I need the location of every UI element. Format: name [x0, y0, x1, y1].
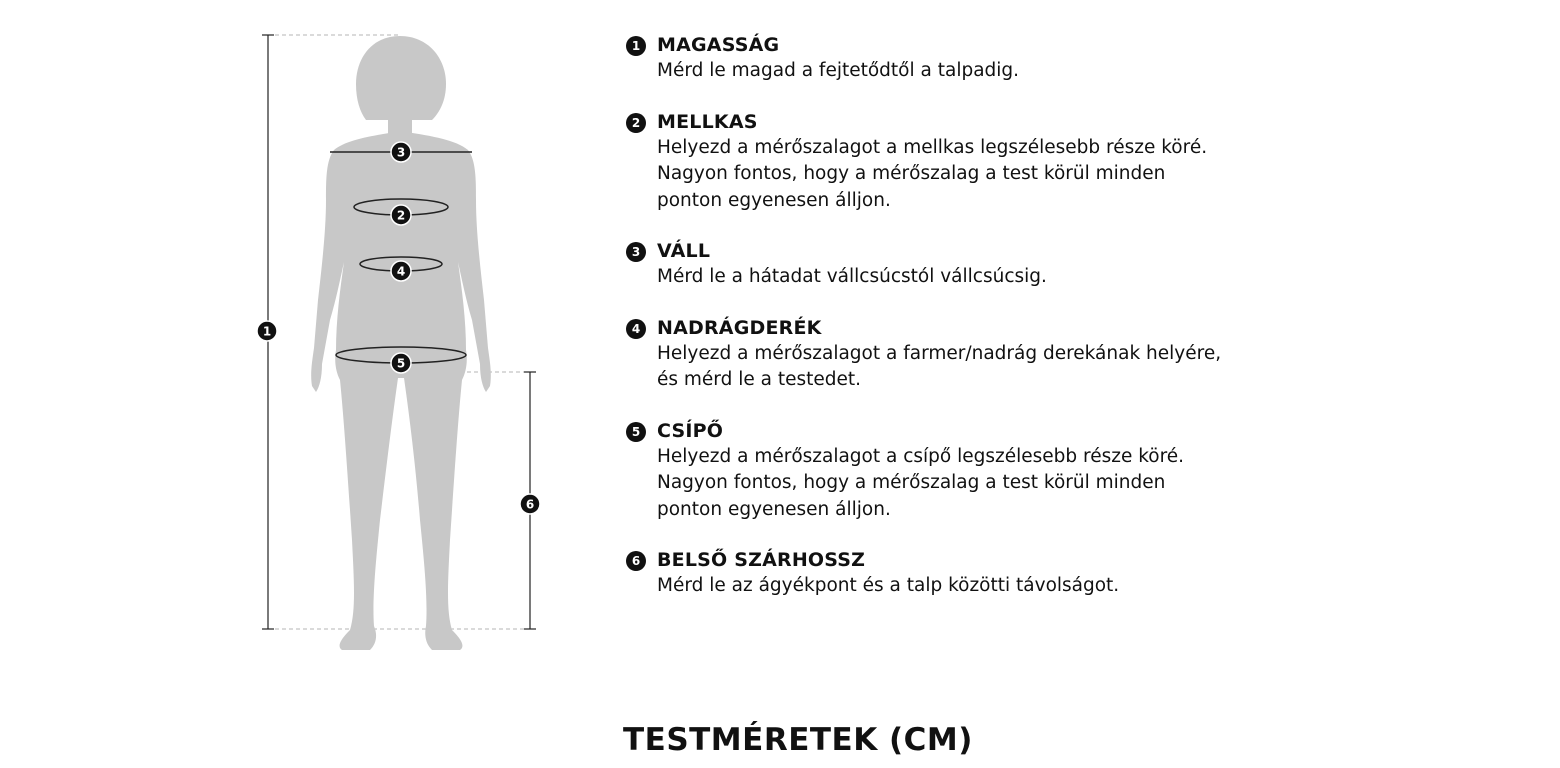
step-number-badge: 1	[626, 36, 646, 56]
step-description: Mérd le a hátadat vállcsúcstól vállcsúcsig.	[657, 266, 1047, 287]
woman-silhouette	[311, 36, 491, 650]
step-number-badge: 2	[626, 113, 646, 133]
step-number-badge: 5	[626, 422, 646, 442]
svg-text:6: 6	[525, 497, 535, 512]
step-description: Helyezd a mérőszalagot a csípő legszélesebb része köré. Nagyon fontos, hogy a mérőszalag a test körül minden ponton egyenesen álljon.	[657, 445, 1185, 520]
svg-text:5: 5	[396, 356, 406, 371]
svg-text:1: 1	[262, 324, 272, 339]
step-inseam	[626, 547, 1226, 600]
svg-text:3: 3	[396, 145, 406, 160]
step-chest	[626, 109, 1226, 215]
step-hip	[626, 418, 1226, 524]
step-description: Mérd le magad a fejtetődtől a talpadig.	[657, 60, 1020, 81]
chest-marker	[391, 205, 411, 225]
step-waist	[626, 315, 1226, 394]
step-shoulder	[626, 238, 1226, 291]
svg-text:2: 2	[396, 208, 406, 223]
step-title: CSÍPŐ	[657, 419, 724, 442]
step-height	[626, 32, 1226, 85]
step-title: MELLKAS	[657, 110, 758, 133]
step-number-badge: 6	[626, 551, 646, 571]
step-title: VÁLL	[657, 240, 711, 262]
waist-marker	[391, 261, 411, 281]
step-description: Helyezd a mérőszalagot a mellkas legszélesebb része köré. Nagyon fontos, hogy a mérőszalag a test körül minden ponton egyenesen álljon.	[657, 136, 1208, 211]
step-number-badge: 3	[626, 242, 646, 262]
step-title: MAGASSÁG	[657, 34, 780, 56]
step-title: NADRÁGDERÉK	[657, 316, 822, 339]
step-description: Mérd le az ágyékpont és a talp közötti távolságot.	[657, 575, 1120, 596]
section-heading: TESTMÉRETEK (CM)	[623, 722, 973, 758]
height-marker	[257, 321, 277, 341]
svg-text:4: 4	[396, 264, 406, 279]
shoulder-marker	[391, 142, 411, 162]
inseam-marker	[520, 494, 540, 514]
step-description: Helyezd a mérőszalagot a farmer/nadrág derekának helyére, és mérd le a testedet.	[657, 342, 1222, 390]
step-number-badge: 4	[626, 319, 646, 339]
hip-marker	[391, 353, 411, 373]
measurement-instructions	[626, 32, 1226, 624]
step-title: BELSŐ SZÁRHOSSZ	[657, 549, 866, 571]
body-measurement-figure	[0, 0, 620, 680]
